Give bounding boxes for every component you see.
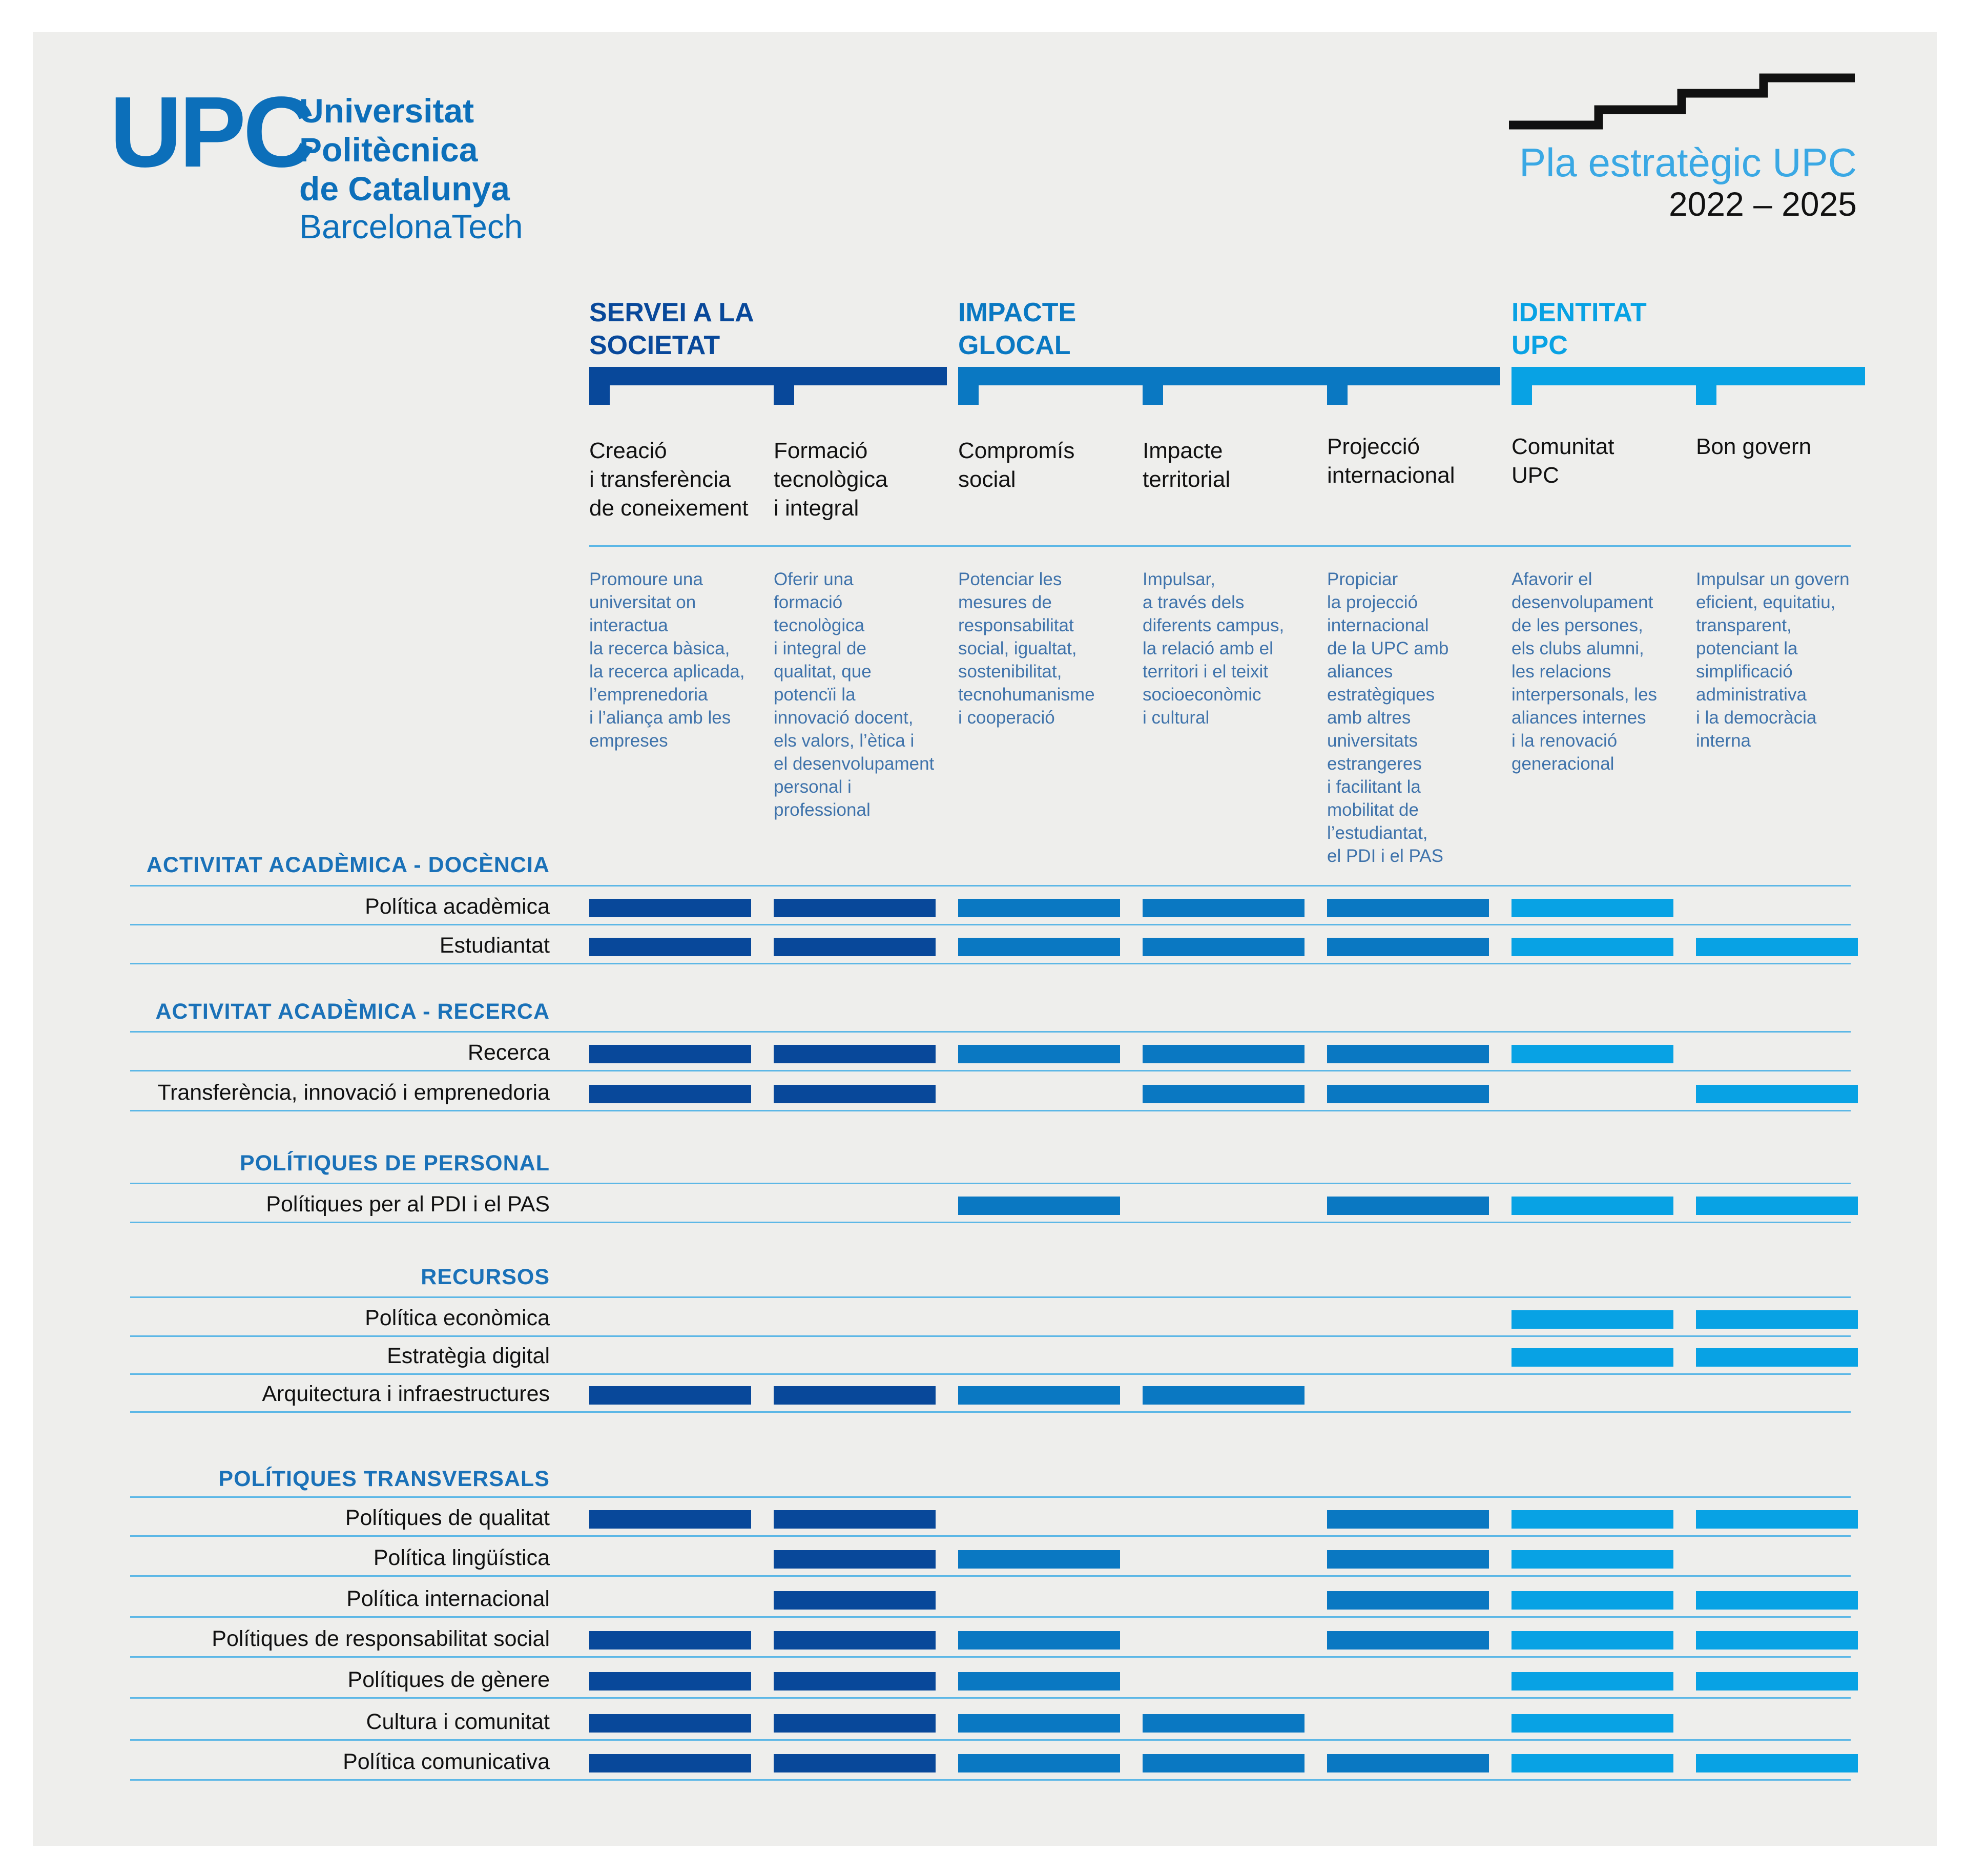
row-separator: [130, 1616, 1851, 1618]
matrix-cell: [958, 938, 1120, 956]
objective-title: Impacte territorial: [1143, 438, 1231, 492]
matrix-cell: [1512, 1310, 1673, 1329]
logo-line-3: de Catalunya: [299, 170, 510, 208]
matrix-cell: [589, 1714, 751, 1733]
objective-description: Afavorir el desenvolupament de les persones, els clubs alumni, les relacions interpersonals, les aliances internes i la renovació generacional: [1512, 569, 1658, 774]
row-label: Polítiques de gènere: [347, 1667, 550, 1692]
matrix-cell: [1696, 1197, 1858, 1215]
axis-bar: [1512, 367, 1865, 385]
row-separator: [130, 963, 1851, 964]
matrix-cell: [958, 1550, 1120, 1569]
objective-title: Creació i transferència de coneixement: [589, 438, 749, 521]
row-separator: [130, 1496, 1851, 1498]
objective-description: Impulsar un govern eficient, equitatiu, transparent, potenciant la simplificació administrativa i la democràcia interna: [1696, 569, 1850, 751]
matrix-cell: [774, 1591, 936, 1610]
objective-stem: [1696, 385, 1716, 405]
matrix-cell: [1512, 1348, 1673, 1367]
matrix-cell: [589, 1085, 751, 1103]
matrix-cell: [1696, 1631, 1858, 1650]
matrix-cell: [774, 1085, 936, 1103]
row-separator: [130, 1697, 1851, 1699]
matrix-cell: [589, 938, 751, 956]
objective-title: Compromís social: [958, 438, 1075, 492]
matrix-cell: [1512, 1672, 1673, 1691]
matrix-cell: [589, 1386, 751, 1405]
matrix-cell: [774, 1045, 936, 1063]
matrix-cell: [1696, 938, 1858, 956]
row-label: Política lingüística: [373, 1545, 550, 1570]
row-separator: [130, 1070, 1851, 1071]
matrix-cell: [1512, 1550, 1673, 1569]
matrix-cell: [958, 1714, 1120, 1733]
row-separator: [130, 1110, 1851, 1111]
matrix-cell: [958, 1197, 1120, 1215]
matrix-cell: [958, 899, 1120, 917]
matrix-cell: [1143, 938, 1305, 956]
row-label: Polítiques de responsabilitat social: [212, 1626, 550, 1651]
matrix-cell: [1512, 1714, 1673, 1733]
matrix-cell: [774, 899, 936, 917]
row-separator: [130, 885, 1851, 887]
row-label: Estudiantat: [439, 933, 550, 958]
matrix-cell: [1696, 1510, 1858, 1529]
matrix-cell: [774, 1754, 936, 1772]
objective-title: Projecció internacional: [1327, 434, 1455, 488]
matrix-cell: [1327, 938, 1489, 956]
objectives-separator: [589, 545, 1851, 547]
matrix-cell: [1327, 899, 1489, 917]
row-separator: [130, 1031, 1851, 1033]
row-separator: [130, 1779, 1851, 1781]
section-title: RECURSOS: [421, 1265, 550, 1289]
matrix-cell: [774, 1631, 936, 1650]
matrix-cell: [1143, 1045, 1305, 1063]
row-label: Política acadèmica: [365, 894, 550, 919]
objective-stem: [958, 385, 979, 405]
axis-title: IDENTITAT UPC: [1512, 298, 1647, 360]
row-separator: [130, 1296, 1851, 1298]
objective-stem: [774, 385, 794, 405]
matrix-cell: [1327, 1510, 1489, 1529]
section-title: POLÍTIQUES DE PERSONAL: [240, 1151, 550, 1176]
matrix-cell: [1143, 1754, 1305, 1772]
row-label: Estratègia digital: [387, 1344, 550, 1368]
row-separator: [130, 1535, 1851, 1537]
row-separator: [130, 1656, 1851, 1658]
axis-bar: [958, 367, 1500, 385]
matrix-cell: [774, 1510, 936, 1529]
row-separator: [130, 924, 1851, 925]
section-title: POLÍTIQUES TRANSVERSALS: [218, 1467, 550, 1491]
row-label: Arquitectura i infraestructures: [262, 1382, 550, 1406]
objective-description: Impulsar, a través dels diferents campus, la relació amb el territori i el teixit socioeconòmic i cultural: [1143, 569, 1285, 728]
matrix-cell: [1512, 899, 1673, 917]
section-title: ACTIVITAT ACADÈMICA - DOCÈNCIA: [146, 853, 550, 877]
objective-title: Bon govern: [1696, 434, 1812, 459]
matrix-cell: [589, 1631, 751, 1650]
logo-line-2: Politècnica: [299, 131, 478, 169]
row-separator: [130, 1183, 1851, 1184]
matrix-cell: [1696, 1754, 1858, 1772]
row-label: Cultura i comunitat: [366, 1709, 550, 1734]
matrix-cell: [1143, 1085, 1305, 1103]
matrix-cell: [958, 1754, 1120, 1772]
matrix-cell: [1327, 1591, 1489, 1610]
logo-line-1: Universitat: [299, 92, 474, 130]
matrix-cell: [774, 938, 936, 956]
matrix-cell: [1512, 1591, 1673, 1610]
matrix-cell: [1512, 938, 1673, 956]
objective-stem: [589, 385, 610, 405]
objective-description: Promoure una universitat on interactua la recerca bàsica, la recerca aplicada, l’emprenedoria i l’aliança amb les empreses: [589, 569, 745, 751]
row-label: Política econòmica: [365, 1306, 550, 1330]
matrix-cell: [1512, 1197, 1673, 1215]
matrix-cell: [1327, 1550, 1489, 1569]
logo-mark: UPC: [110, 76, 313, 188]
matrix-cell: [774, 1550, 936, 1569]
matrix-cell: [1512, 1045, 1673, 1063]
row-label: Política comunicativa: [343, 1749, 550, 1774]
row-label: Polítiques de qualitat: [345, 1506, 550, 1530]
section-title: ACTIVITAT ACADÈMICA - RECERCA: [155, 999, 550, 1024]
matrix-cell: [589, 1754, 751, 1772]
plan-title: Pla estratègic UPC: [1519, 140, 1857, 185]
row-separator: [130, 1222, 1851, 1223]
matrix-cell: [1512, 1754, 1673, 1772]
matrix-cell: [1696, 1591, 1858, 1610]
logo-line-4: BarcelonaTech: [299, 208, 523, 245]
objective-stem: [1143, 385, 1163, 405]
row-separator: [130, 1575, 1851, 1577]
row-label: Transferència, innovació i emprenedoria: [157, 1080, 550, 1105]
matrix-cell: [1327, 1045, 1489, 1063]
matrix-cell: [589, 899, 751, 917]
matrix-cell: [1143, 1386, 1305, 1405]
matrix-cell: [1143, 899, 1305, 917]
row-separator: [130, 1373, 1851, 1375]
objective-description: Oferir una formació tecnològica i integral de qualitat, que potencïi la innovació docent, els valors, l’ètica i el desenvolupament personal i professional: [774, 569, 935, 820]
matrix-cell: [1696, 1672, 1858, 1691]
matrix-cell: [589, 1045, 751, 1063]
matrix-cell: [1696, 1348, 1858, 1367]
row-separator: [130, 1739, 1851, 1741]
row-label: Recerca: [467, 1040, 550, 1065]
matrix-cell: [589, 1510, 751, 1529]
matrix-cell: [1696, 1310, 1858, 1329]
matrix-cell: [958, 1631, 1120, 1650]
matrix-cell: [958, 1386, 1120, 1405]
objective-title: Comunitat UPC: [1512, 434, 1614, 488]
matrix-cell: [1327, 1085, 1489, 1103]
matrix-cell: [1327, 1197, 1489, 1215]
objective-stem: [1327, 385, 1348, 405]
matrix-cell: [1143, 1714, 1305, 1733]
matrix-cell: [774, 1672, 936, 1691]
axis-bar: [589, 367, 947, 385]
matrix-cell: [774, 1386, 936, 1405]
matrix-cell: [589, 1672, 751, 1691]
axis-title: SERVEI A LA SOCIETAT: [589, 298, 754, 360]
matrix-cell: [1512, 1631, 1673, 1650]
row-separator: [130, 1411, 1851, 1413]
objective-description: Propiciar la projecció internacional de la UPC amb aliances estratègiques amb altres universitats estrangeres i facilitant la mobilitat de l’estudiantat, el PDI i el PAS: [1327, 569, 1449, 866]
objective-title: Formació tecnològica i integral: [774, 438, 888, 521]
matrix-cell: [774, 1714, 936, 1733]
matrix-cell: [1696, 1085, 1858, 1103]
row-separator: [130, 1335, 1851, 1337]
matrix-cell: [1512, 1510, 1673, 1529]
axis-title: IMPACTE GLOCAL: [958, 298, 1076, 360]
row-label: Política internacional: [346, 1586, 550, 1611]
matrix-cell: [958, 1672, 1120, 1691]
objective-description: Potenciar les mesures de responsabilitat social, igualtat, sostenibilitat, tecnohumanisme i cooperació: [958, 569, 1095, 728]
plan-years: 2022 – 2025: [1668, 185, 1857, 223]
matrix-cell: [1327, 1631, 1489, 1650]
row-label: Polítiques per al PDI i el PAS: [266, 1192, 550, 1217]
objective-stem: [1512, 385, 1532, 405]
matrix-cell: [1327, 1754, 1489, 1772]
matrix-cell: [958, 1045, 1120, 1063]
